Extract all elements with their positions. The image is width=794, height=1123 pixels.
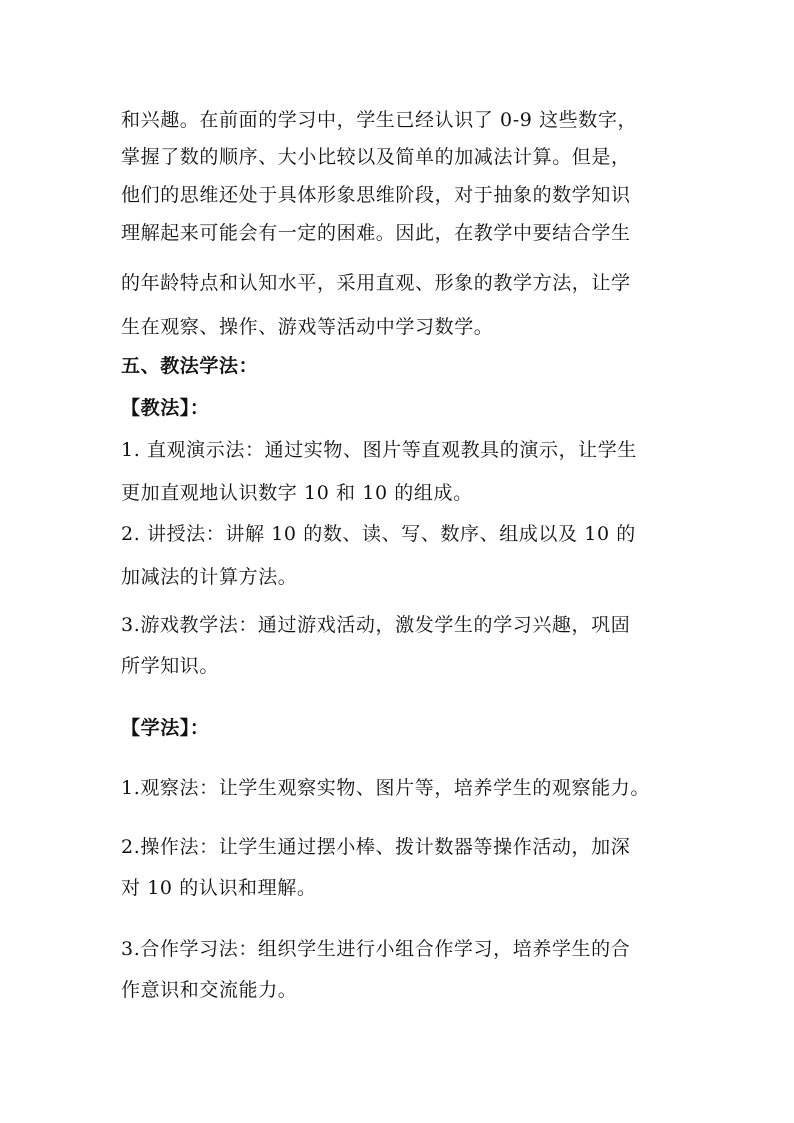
learning-line-3: 对 10 的认识和理解。 xyxy=(121,877,317,899)
intro-line-2: 掌握了数的顺序、大小比较以及简单的加减法计算。但是， xyxy=(121,146,631,168)
teaching-line-5: 3.游戏教学法：通过游戏活动，激发学生的学习兴趣，巩固 xyxy=(121,614,631,636)
teaching-methods-heading: 【教法】： xyxy=(121,397,210,419)
learning-line-5: 作意识和交流能力。 xyxy=(121,979,298,1001)
learning-line-1: 1.观察法：让学生观察实物、图片等，培养学生的观察能力。 xyxy=(121,777,650,799)
intro-line-1: 和兴趣。在前面的学习中，学生已经认识了 0-9 这些数字， xyxy=(121,109,638,131)
section-heading: 五、教法学法： xyxy=(121,355,259,377)
learning-methods-heading: 【学法】： xyxy=(121,717,210,739)
teaching-line-4: 加减法的计算方法。 xyxy=(121,566,298,588)
intro-line-4: 理解起来可能会有一定的困难。因此，在教学中要结合学生 xyxy=(121,222,631,244)
teaching-line-2: 更加直观地认识数字 10 和 10 的组成。 xyxy=(121,482,473,504)
intro-line-6: 生在观察、操作、游戏等活动中学习数学。 xyxy=(121,316,494,338)
teaching-line-1: 1. 直观演示法：通过实物、图片等直观教具的演示，让学生 xyxy=(121,439,637,461)
learning-line-4: 3.合作学习法：组织学生进行小组合作学习，培养学生的合 xyxy=(121,938,631,960)
learning-line-2: 2.操作法：让学生通过摆小棒、拨计数器等操作活动，加深 xyxy=(121,836,631,858)
teaching-line-6: 所学知识。 xyxy=(121,655,220,677)
teaching-line-3: 2. 讲授法：讲解 10 的数、读、写、数序、组成以及 10 的 xyxy=(121,523,636,545)
intro-line-5: 的年龄特点和认知水平，采用直观、形象的教学方法，让学 xyxy=(121,272,631,294)
intro-line-3: 他们的思维还处于具体形象思维阶段，对于抽象的数学知识 xyxy=(121,184,631,206)
